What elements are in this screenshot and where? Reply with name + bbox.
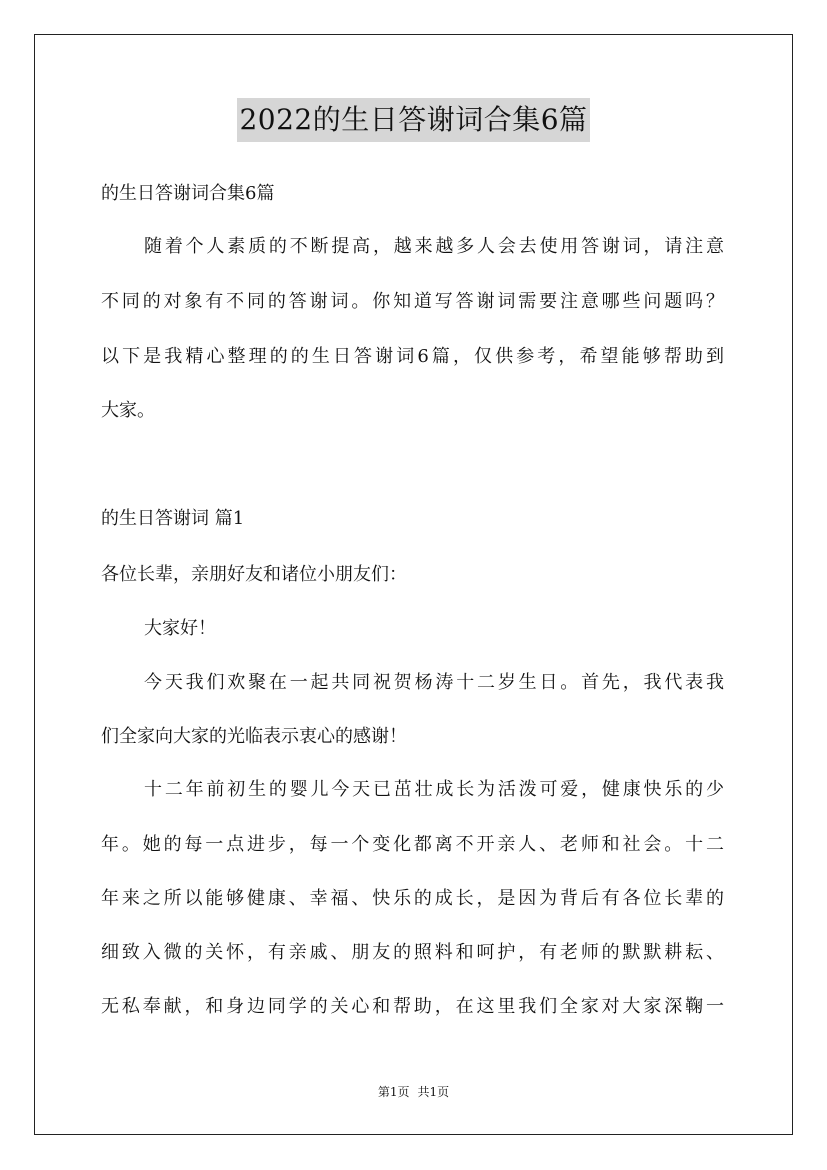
para2-line-2: 年。她的每一点进步，每一个变化都离不开亲人、老师和社会。十二 xyxy=(101,834,724,855)
intro-line-2: 不同的对象有不同的答谢词。你知道写答谢词需要注意哪些问题吗？ xyxy=(101,291,724,312)
intro-line-4: 大家。 xyxy=(101,400,155,421)
page-total: 共1页 xyxy=(417,1085,450,1099)
intro-line-1: 随着个人素质的不断提高，越来越多人会去使用答谢词，请注意 xyxy=(144,236,724,257)
intro-line-3: 以下是我精心整理的的生日答谢词6篇，仅供参考，希望能够帮助到 xyxy=(101,346,724,367)
document-title: 2022的生日答谢词合集6篇 xyxy=(237,98,589,142)
para2-line-1: 十二年前初生的婴儿今天已茁壮成长为活泼可爱，健康快乐的少 xyxy=(144,779,724,800)
para2-line-3: 年来之所以能够健康、幸福、快乐的成长，是因为背后有各位长辈的 xyxy=(101,888,724,909)
para2-line-5: 无私奉献，和身边同学的关心和帮助，在这里我们全家对大家深鞠一 xyxy=(101,996,724,1017)
section-heading: 的生日答谢词 篇1 xyxy=(101,508,245,529)
page-footer xyxy=(0,1083,827,1101)
document-subtitle: 的生日答谢词合集6篇 xyxy=(101,183,275,204)
para1-line-2: 们全家向大家的光临表示衷心的感谢！ xyxy=(101,726,407,747)
para2-line-4: 细致入微的关怀，有亲戚、朋友的照料和呵护，有老师的默默耕耘、 xyxy=(101,942,724,963)
page-number: 第1页 xyxy=(377,1085,410,1099)
title-container xyxy=(0,98,827,142)
para1-line-1: 今天我们欢聚在一起共同祝贺杨涛十二岁生日。首先，我代表我 xyxy=(144,672,724,693)
hello-line: 大家好！ xyxy=(144,618,216,639)
greeting-line: 各位长辈，亲朋好友和诸位小朋友们： xyxy=(101,564,407,585)
